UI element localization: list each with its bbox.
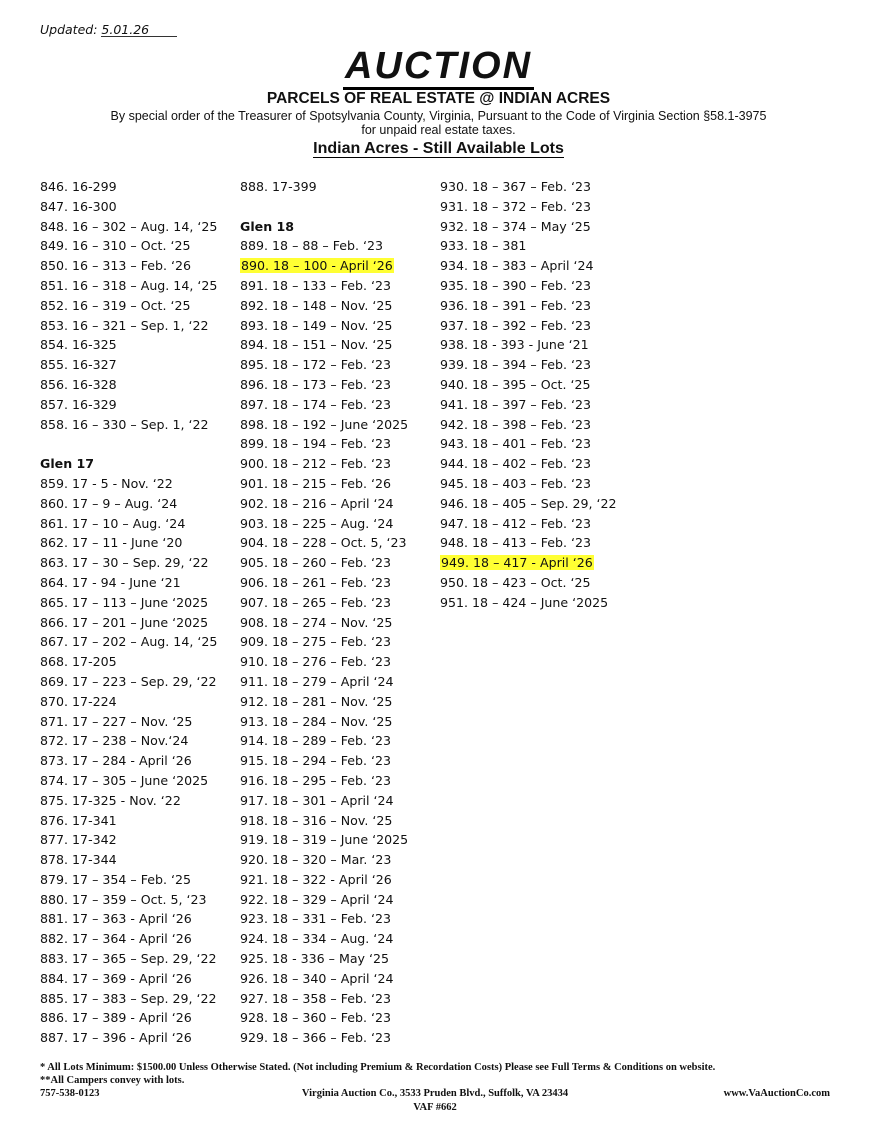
- lot-item: [40, 553, 217, 573]
- lot-item: [240, 1008, 408, 1028]
- lot-text: 857. 16-329: [40, 396, 117, 412]
- lot-text: 884. 17 – 369 - April ‘26: [40, 970, 192, 986]
- lot-item: [240, 454, 408, 474]
- footnotes: [40, 1061, 715, 1087]
- lot-item: [240, 890, 408, 910]
- lot-item: [40, 870, 217, 890]
- lot-item: [40, 811, 217, 831]
- section-title: Indian Acres - Still Available Lots: [313, 140, 564, 157]
- lot-text: 941. 18 – 397 – Feb. ‘23: [440, 396, 592, 412]
- lot-text: 911. 18 – 279 – April ‘24: [240, 673, 394, 689]
- lot-item: [240, 613, 408, 633]
- lot-item: [240, 276, 408, 296]
- lot-text: 889. 18 – 88 – Feb. ‘23: [240, 238, 384, 254]
- lot-text: 912. 18 – 281 – Nov. ‘25: [240, 693, 393, 709]
- lot-text: 937. 18 – 392 – Feb. ‘23: [440, 317, 592, 333]
- lot-item: [40, 909, 217, 929]
- lot-item: [440, 256, 617, 276]
- lot-text: 913. 18 – 284 – Nov. ‘25: [240, 713, 393, 729]
- lot-item: [240, 751, 408, 771]
- footnote-campers: **All Campers convey with lots.: [40, 1075, 185, 1086]
- lot-text: Glen 18: [240, 218, 295, 234]
- lot-item: [440, 415, 617, 435]
- footer-company: Virginia Auction Co., 3533 Pruden Blvd., Suffolk, VA 23434: [301, 1088, 569, 1099]
- lot-text: 899. 18 – 194 – Feb. ‘23: [240, 436, 392, 452]
- lot-text: 924. 18 – 334 – Aug. ‘24: [240, 931, 394, 947]
- lot-item: [440, 217, 617, 237]
- lot-text: 875. 17-325 - Nov. ‘22: [40, 792, 181, 808]
- lot-text: 851. 16 – 318 – Aug. 14, ‘25: [40, 277, 218, 293]
- lot-item: [40, 613, 217, 633]
- lot-text: 902. 18 – 216 – April ‘24: [240, 495, 394, 511]
- lot-text: 882. 17 – 364 - April ‘26: [40, 931, 192, 947]
- lot-item: [40, 375, 217, 395]
- lot-item: [240, 355, 408, 375]
- lot-item: [240, 811, 408, 831]
- lot-item: [240, 949, 408, 969]
- lot-text: 865. 17 – 113 – June ‘2025: [40, 594, 209, 610]
- lot-text: 900. 18 – 212 – Feb. ‘23: [240, 456, 392, 472]
- lot-text: 854. 16-325: [40, 337, 117, 353]
- lot-text: 938. 18 - 393 - June ‘21: [440, 337, 589, 353]
- lot-text: 935. 18 – 390 – Feb. ‘23: [440, 277, 592, 293]
- spacer: [40, 434, 217, 454]
- lot-item: [440, 177, 617, 197]
- lot-text: 898. 18 – 192 – June ‘2025: [240, 416, 409, 432]
- lot-text: 860. 17 – 9 – Aug. ‘24: [40, 495, 178, 511]
- lot-item: [440, 375, 617, 395]
- lot-item: [40, 335, 217, 355]
- lot-text: 932. 18 – 374 – May ‘25: [440, 218, 591, 234]
- footer-vaf: VAF #662: [413, 1102, 457, 1113]
- lot-text: 891. 18 – 133 – Feb. ‘23: [240, 277, 392, 293]
- lot-text: 944. 18 – 402 – Feb. ‘23: [440, 456, 592, 472]
- lot-text: 862. 17 – 11 - June ‘20: [40, 535, 183, 551]
- updated-stamp: [40, 22, 177, 37]
- lot-item: [240, 474, 408, 494]
- lot-column-3: [440, 177, 617, 613]
- lot-column-1: [40, 177, 217, 1048]
- lot-text: 895. 18 – 172 – Feb. ‘23: [240, 357, 392, 373]
- lot-item: [40, 474, 217, 494]
- lot-item: [240, 415, 408, 435]
- lot-text: 927. 18 – 358 – Feb. ‘23: [240, 990, 392, 1006]
- lot-text: 855. 16-327: [40, 357, 117, 373]
- lot-text: 910. 18 – 276 – Feb. ‘23: [240, 654, 392, 670]
- lot-text: 908. 18 – 274 – Nov. ‘25: [240, 614, 393, 630]
- lot-item: [40, 533, 217, 553]
- lot-text: 846. 16-299: [40, 179, 117, 194]
- lot-text: 890. 18 – 100 - April ‘26: [241, 258, 393, 274]
- lot-column-2: [240, 177, 408, 1048]
- lot-item: [240, 771, 408, 791]
- lot-item: [40, 573, 217, 593]
- lot-text: 947. 18 – 412 – Feb. ‘23: [440, 515, 592, 531]
- lot-text: 943. 18 – 401 – Feb. ‘23: [440, 436, 592, 452]
- lot-text: 848. 16 – 302 – Aug. 14, ‘25: [40, 218, 218, 234]
- page-title: AUCTION: [0, 44, 877, 88]
- lot-text: 852. 16 – 319 – Oct. ‘25: [40, 297, 191, 313]
- lot-item: [440, 573, 617, 593]
- lot-text: 928. 18 – 360 – Feb. ‘23: [240, 1010, 392, 1026]
- lot-item: [240, 296, 408, 316]
- lot-item-highlighted: [240, 256, 408, 276]
- lot-item: [40, 731, 217, 751]
- lot-item: [440, 236, 617, 256]
- lot-text: 867. 17 – 202 – Aug. 14, ‘25: [40, 634, 218, 650]
- lot-text: 886. 17 – 389 - April ‘26: [40, 1010, 192, 1026]
- special-order-text: [0, 109, 877, 137]
- lot-text: 873. 17 – 284 - April ‘26: [40, 753, 192, 769]
- updated-date-line: [101, 22, 177, 37]
- lot-text: 883. 17 – 365 – Sep. 29, ‘22: [40, 951, 217, 967]
- lot-text: 880. 17 – 359 – Oct. 5, ‘23: [40, 891, 207, 907]
- lot-item: [240, 969, 408, 989]
- lot-text: 948. 18 – 413 – Feb. ‘23: [440, 535, 592, 551]
- lot-item: [440, 296, 617, 316]
- lot-text: 859. 17 - 5 - Nov. ‘22: [40, 475, 173, 491]
- lot-item: [40, 652, 217, 672]
- lot-item: [240, 533, 408, 553]
- spacer: [240, 197, 408, 217]
- lot-text: 893. 18 – 149 – Nov. ‘25: [240, 317, 393, 333]
- lot-text: 926. 18 – 340 – April ‘24: [240, 970, 394, 986]
- lot-item: [240, 909, 408, 929]
- lot-item: [240, 177, 408, 197]
- lot-item: [40, 296, 217, 316]
- lot-text: 907. 18 – 265 – Feb. ‘23: [240, 594, 392, 610]
- lot-item: [240, 692, 408, 712]
- lot-item: [40, 217, 217, 237]
- lot-text: 934. 18 – 383 – April ‘24: [440, 258, 594, 274]
- lot-item: [240, 236, 408, 256]
- lot-item: [40, 1028, 217, 1048]
- footer-website[interactable]: www.VaAuctionCo.com: [723, 1088, 830, 1099]
- lot-text: 918. 18 – 316 – Nov. ‘25: [240, 812, 393, 828]
- lot-item: [240, 731, 408, 751]
- lot-text: 897. 18 – 174 – Feb. ‘23: [240, 396, 392, 412]
- lot-item: [40, 593, 217, 613]
- lot-text: 901. 18 – 215 – Feb. ‘26: [240, 475, 392, 491]
- lot-item: [240, 632, 408, 652]
- lot-item: [40, 256, 217, 276]
- lot-item: [440, 533, 617, 553]
- lot-text: 876. 17-341: [40, 812, 117, 828]
- lot-item: [40, 236, 217, 256]
- lot-text: 923. 18 – 331 – Feb. ‘23: [240, 911, 392, 927]
- lot-item: [240, 573, 408, 593]
- lot-text: 863. 17 – 30 – Sep. 29, ‘22: [40, 555, 209, 571]
- section-heading: [240, 217, 408, 237]
- lot-item: [240, 929, 408, 949]
- lot-text: 925. 18 - 336 – May ‘25: [240, 951, 390, 967]
- lot-text: 951. 18 – 424 – June ‘2025: [440, 594, 609, 610]
- lot-text: 905. 18 – 260 – Feb. ‘23: [240, 555, 392, 571]
- updated-label: Updated:: [40, 22, 98, 37]
- lot-text: 909. 18 – 275 – Feb. ‘23: [240, 634, 392, 650]
- lot-item: [40, 949, 217, 969]
- lot-text: 916. 18 – 295 – Feb. ‘23: [240, 772, 392, 788]
- lot-item: [240, 652, 408, 672]
- lot-item: [40, 276, 217, 296]
- lot-item: [240, 850, 408, 870]
- lot-text: 919. 18 – 319 – June ‘2025: [240, 832, 409, 848]
- lot-item: [40, 989, 217, 1009]
- lot-item: [40, 890, 217, 910]
- lot-text: 942. 18 – 398 – Feb. ‘23: [440, 416, 592, 432]
- lot-text: 872. 17 – 238 – Nov.‘24: [40, 733, 189, 749]
- lot-item: [240, 870, 408, 890]
- lot-text: 879. 17 – 354 – Feb. ‘25: [40, 871, 192, 887]
- lot-item: [440, 474, 617, 494]
- lot-item: [240, 1028, 408, 1048]
- lot-item: [440, 355, 617, 375]
- lot-item: [40, 632, 217, 652]
- lot-item: [240, 375, 408, 395]
- lot-item: [240, 316, 408, 336]
- lot-item: [40, 791, 217, 811]
- lot-item: [440, 434, 617, 454]
- lot-item: [440, 197, 617, 217]
- lot-text: 877. 17-342: [40, 832, 117, 848]
- special-order-line-2: for unpaid real estate taxes.: [361, 123, 516, 137]
- lot-item: [440, 395, 617, 415]
- lot-item: [40, 395, 217, 415]
- lot-item: [40, 355, 217, 375]
- lot-text: 871. 17 – 227 – Nov. ‘25: [40, 713, 193, 729]
- lot-item: [440, 316, 617, 336]
- lot-text: 915. 18 – 294 – Feb. ‘23: [240, 753, 392, 769]
- lot-item: [440, 276, 617, 296]
- lot-item: [40, 514, 217, 534]
- lot-text: Glen 17: [40, 456, 95, 472]
- lot-item: [240, 593, 408, 613]
- lot-text: 853. 16 – 321 – Sep. 1, ‘22: [40, 317, 209, 333]
- lot-item: [40, 494, 217, 514]
- lot-text: 896. 18 – 173 – Feb. ‘23: [240, 376, 392, 392]
- lot-item: [240, 335, 408, 355]
- lot-text: 906. 18 – 261 – Feb. ‘23: [240, 574, 392, 590]
- lot-item-highlighted: [440, 553, 617, 573]
- lot-text: 936. 18 – 391 – Feb. ‘23: [440, 297, 592, 313]
- lot-text: 949. 18 – 417 - April ‘26: [441, 555, 593, 571]
- lot-item: [40, 712, 217, 732]
- lot-text: 874. 17 – 305 – June ‘2025: [40, 772, 209, 788]
- lot-item: [440, 593, 617, 613]
- lot-text: 888. 17-399: [240, 179, 317, 194]
- lot-text: 856. 16-328: [40, 376, 117, 392]
- lot-text: 929. 18 – 366 – Feb. ‘23: [240, 1030, 392, 1046]
- lot-item: [240, 989, 408, 1009]
- updated-date: 5.01.26: [101, 22, 150, 37]
- lot-item: [240, 395, 408, 415]
- footnote-minimum: * All Lots Minimum: $1500.00 Unless Otherwise Stated. (Not including Premium & Recordation Costs) Please see Full Terms & Conditions on website.: [40, 1062, 716, 1073]
- lot-text: 861. 17 – 10 – Aug. ‘24: [40, 515, 186, 531]
- lot-item: [240, 434, 408, 454]
- lot-text: 849. 16 – 310 – Oct. ‘25: [40, 238, 191, 254]
- lot-text: 870. 17-224: [40, 693, 117, 709]
- lot-item: [240, 514, 408, 534]
- lot-text: 869. 17 – 223 – Sep. 29, ‘22: [40, 673, 217, 689]
- lot-item: [40, 197, 217, 217]
- lot-item: [40, 177, 217, 197]
- lot-text: 885. 17 – 383 – Sep. 29, ‘22: [40, 990, 217, 1006]
- lot-text: 939. 18 – 394 – Feb. ‘23: [440, 357, 592, 373]
- page-subtitle: PARCELS OF REAL ESTATE @ INDIAN ACRES: [266, 90, 611, 107]
- lot-item: [40, 672, 217, 692]
- lot-item: [240, 791, 408, 811]
- lot-text: 881. 17 – 363 - April ‘26: [40, 911, 192, 927]
- lot-text: 850. 16 – 313 – Feb. ‘26: [40, 258, 192, 274]
- lot-text: 950. 18 – 423 – Oct. ‘25: [440, 574, 591, 590]
- lot-text: 917. 18 – 301 – April ‘24: [240, 792, 394, 808]
- lot-item: [40, 751, 217, 771]
- lot-text: 858. 16 – 330 – Sep. 1, ‘22: [40, 416, 209, 432]
- lot-item: [440, 514, 617, 534]
- lot-item: [240, 830, 408, 850]
- lot-item: [40, 415, 217, 435]
- lot-text: 864. 17 - 94 - June ‘21: [40, 574, 181, 590]
- lot-text: 868. 17-205: [40, 654, 117, 670]
- lot-text: 933. 18 – 381: [440, 238, 527, 254]
- lot-item: [40, 316, 217, 336]
- lot-item: [40, 1008, 217, 1028]
- lot-text: 946. 18 – 405 – Sep. 29, ‘22: [440, 495, 617, 511]
- lot-text: 904. 18 – 228 – Oct. 5, ‘23: [240, 535, 407, 551]
- lot-text: 940. 18 – 395 – Oct. ‘25: [440, 376, 591, 392]
- lot-text: 866. 17 – 201 – June ‘2025: [40, 614, 209, 630]
- lot-item: [240, 672, 408, 692]
- lot-text: 920. 18 – 320 – Mar. ‘23: [240, 852, 392, 868]
- lot-text: 930. 18 – 367 – Feb. ‘23: [440, 179, 592, 194]
- lot-item: [440, 335, 617, 355]
- lot-text: 914. 18 – 289 – Feb. ‘23: [240, 733, 392, 749]
- lot-text: 892. 18 – 148 – Nov. ‘25: [240, 297, 393, 313]
- lot-item: [440, 454, 617, 474]
- lot-text: 894. 18 – 151 – Nov. ‘25: [240, 337, 393, 353]
- lot-text: 922. 18 – 329 – April ‘24: [240, 891, 394, 907]
- lot-item: [40, 850, 217, 870]
- lot-item: [440, 494, 617, 514]
- lot-item: [240, 712, 408, 732]
- lot-item: [40, 969, 217, 989]
- lot-text: 887. 17 – 396 - April ‘26: [40, 1030, 192, 1046]
- lot-text: 903. 18 – 225 – Aug. ‘24: [240, 515, 394, 531]
- lot-text: 945. 18 – 403 – Feb. ‘23: [440, 475, 592, 491]
- lot-item: [40, 692, 217, 712]
- lot-text: 931. 18 – 372 – Feb. ‘23: [440, 198, 592, 214]
- footer-phone: 757-538-0123: [40, 1088, 100, 1099]
- lot-item: [240, 553, 408, 573]
- section-heading: [40, 454, 217, 474]
- lot-item: [40, 830, 217, 850]
- lot-text: 847. 16-300: [40, 198, 117, 214]
- lot-text: 878. 17-344: [40, 852, 117, 868]
- lot-item: [240, 494, 408, 514]
- special-order-line-1: By special order of the Treasurer of Spotsylvania County, Virginia, Pursuant to the Code of Virginia Section §58.1-3975: [110, 109, 767, 123]
- lot-item: [40, 929, 217, 949]
- lot-text: 921. 18 – 322 - April ‘26: [240, 871, 392, 887]
- lot-item: [40, 771, 217, 791]
